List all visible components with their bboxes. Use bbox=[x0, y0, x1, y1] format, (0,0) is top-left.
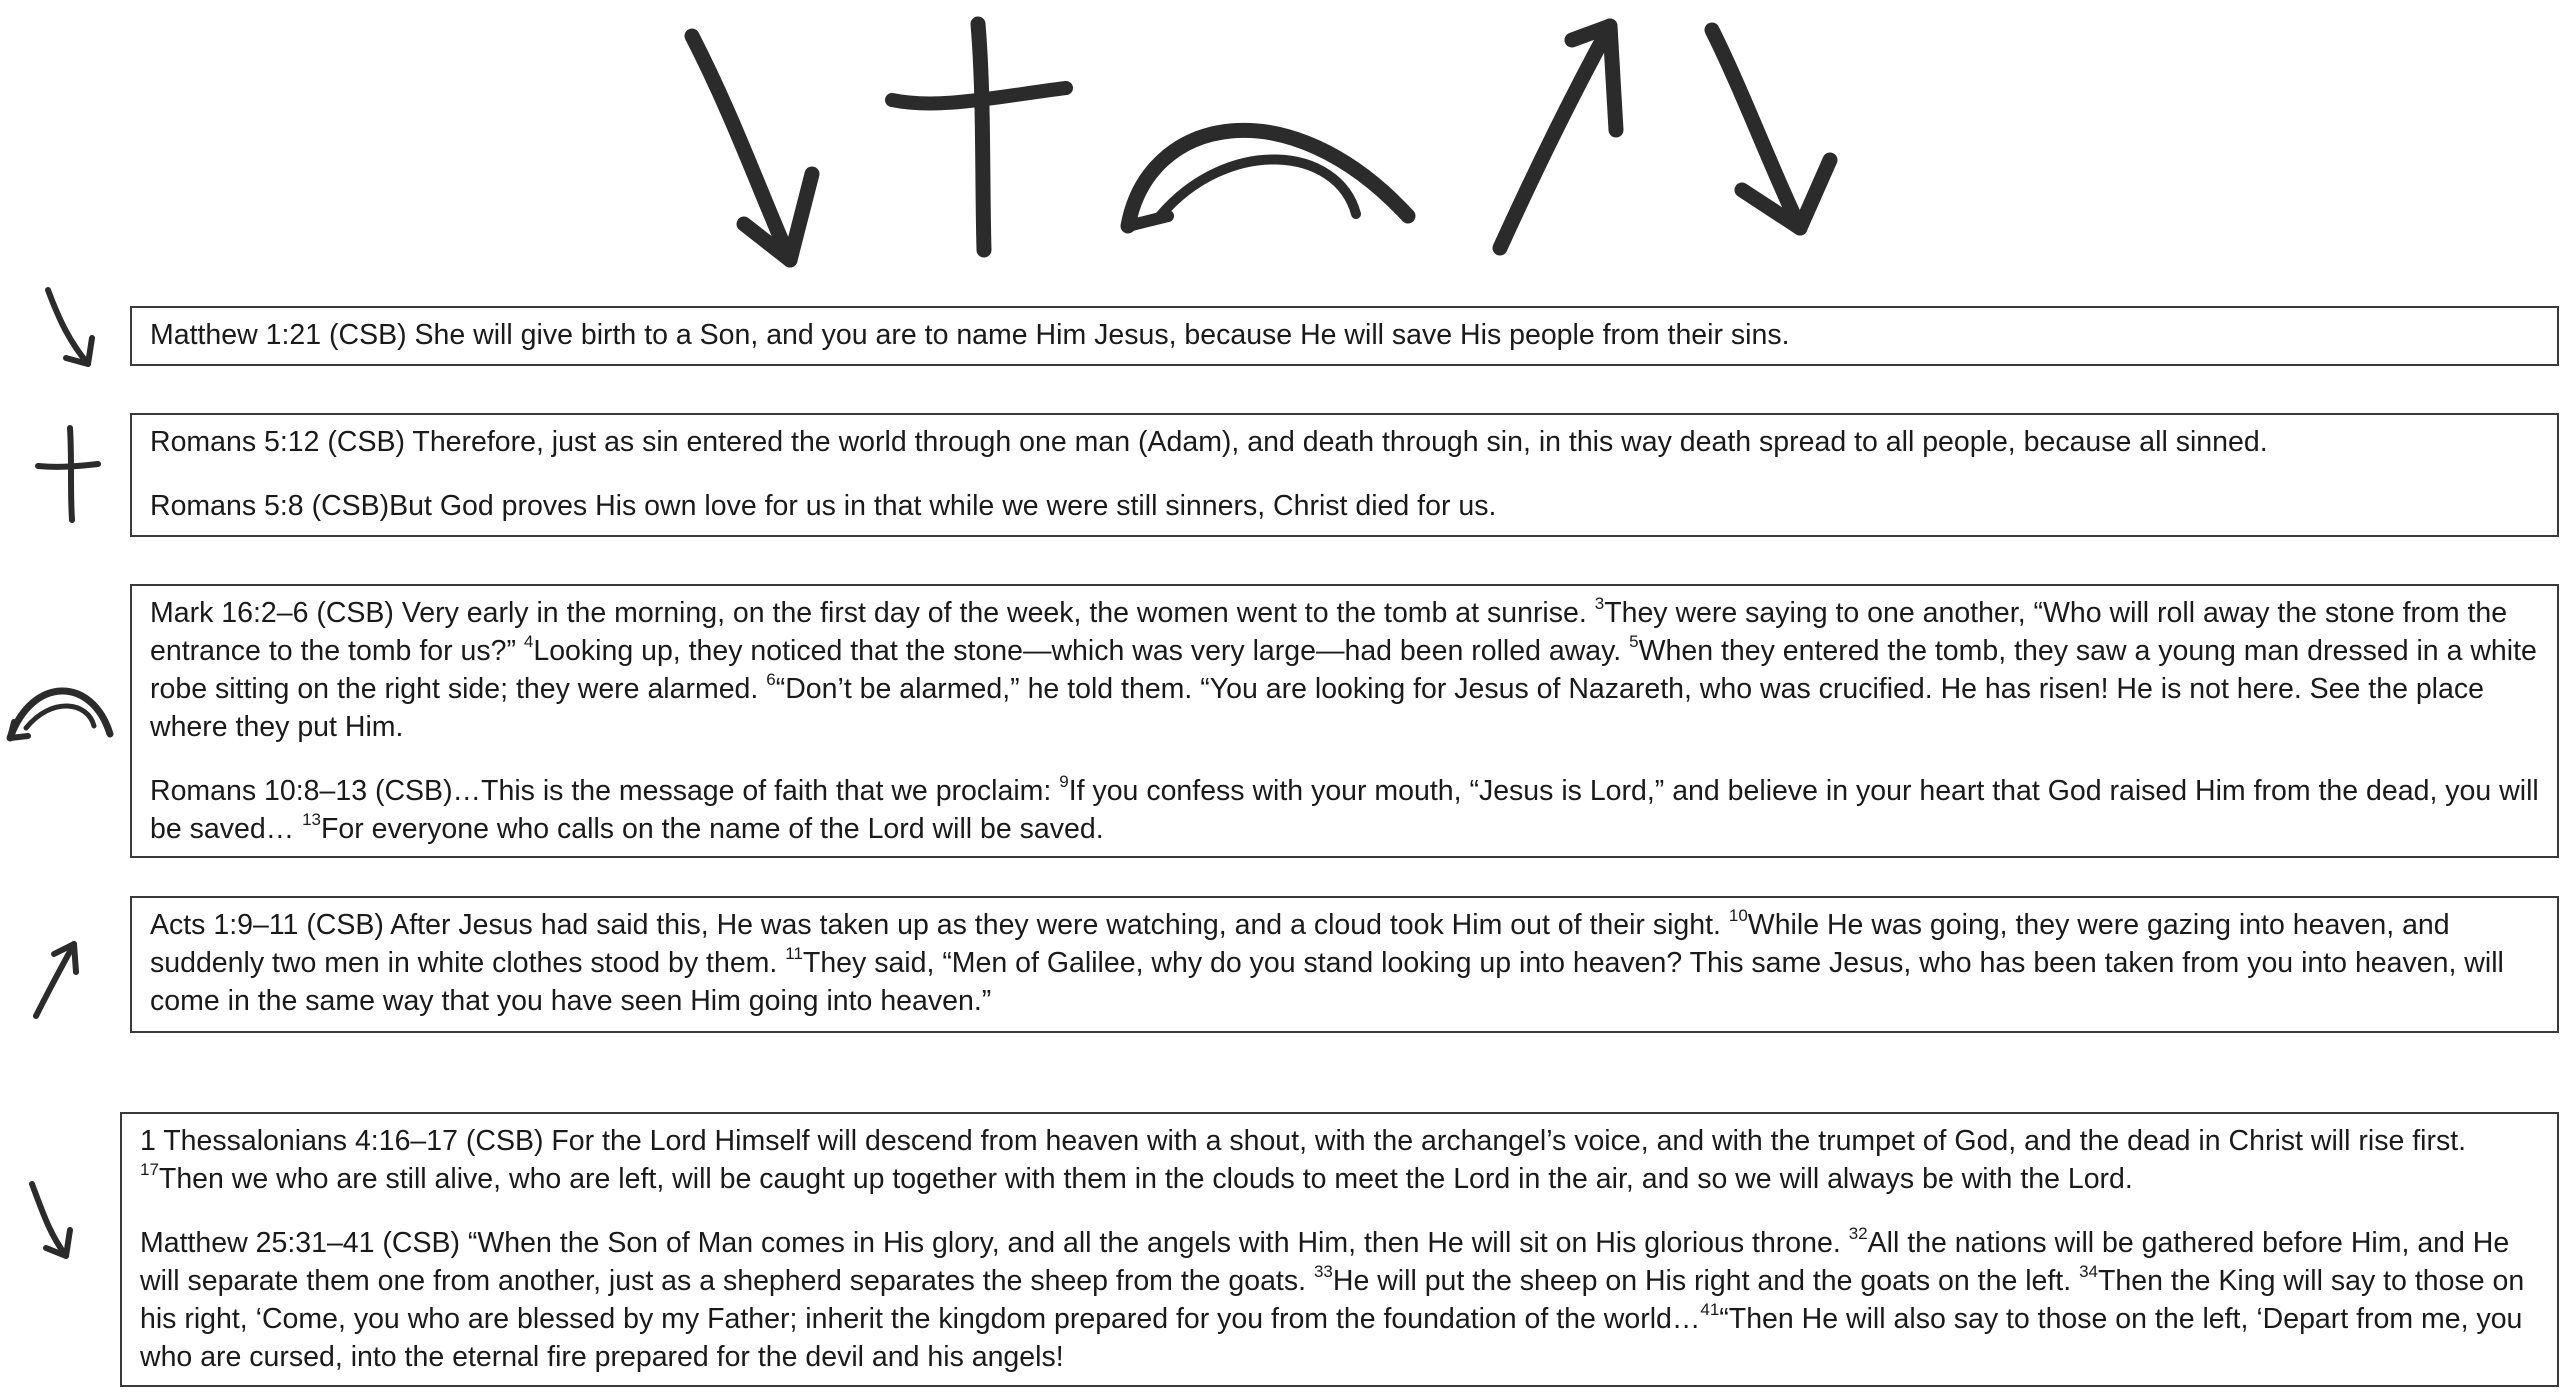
verse-number: 6 bbox=[766, 669, 776, 689]
verse-text: If you confess with your mouth, “Jesus is Lord,” and believe in your heart that God raised Him from the dead, you will be saved… bbox=[150, 775, 2539, 845]
verse-text: Then we who are still alive, who are left, will be caught up together with them in the clouds to meet the Lord in the air, and so we will always be with the Lord. bbox=[158, 1163, 2133, 1195]
verse-text: Matthew 25:31–41 (CSB) “When the Son of Man comes in His glory, and all the angels with Him, then He will sit on His glorious throne. bbox=[140, 1227, 1849, 1259]
passage bbox=[150, 423, 2541, 461]
verse-box-death bbox=[130, 413, 2559, 537]
verse-text: For everyone who calls on the name of the Lord will be saved. bbox=[321, 813, 1104, 845]
verse-number: 34 bbox=[2079, 1261, 2098, 1281]
verse-box-ascension bbox=[130, 896, 2559, 1033]
verse-text: Romans 5:8 (CSB)But God proves His own love for us in that while we were still sinners, Christ died for us. bbox=[150, 490, 1497, 522]
verse-text: They said, “Men of Galilee, why do you stand looking up into heaven? This same Jesus, who has been taken from you into heaven, will come in the same way that you have seen Him going into heaven.” bbox=[150, 947, 2504, 1017]
verse-text: Matthew 1:21 (CSB) She will give birth to a Son, and you are to name Him Jesus, because He will save His people from their sins. bbox=[150, 319, 1790, 351]
verse-number: 17 bbox=[140, 1159, 159, 1179]
verse-box-resurrection bbox=[130, 584, 2559, 858]
verse-text: “Then He will also say to those on the left, ‘Depart from me, you who are cursed, into the eternal fire prepared for the devil and his angels! bbox=[140, 1303, 2523, 1373]
passage bbox=[150, 316, 2541, 354]
header-arrow-down-icon bbox=[672, 24, 842, 274]
passage bbox=[140, 1122, 2541, 1198]
verse-text: When they entered the tomb, they saw a young man dressed in a white robe sitting on the right side; they were alarmed. bbox=[150, 635, 2537, 705]
verse-box-return bbox=[120, 1112, 2559, 1387]
verse-number: 11 bbox=[785, 943, 803, 963]
side-arch-icon bbox=[2, 666, 122, 746]
verse-text: Looking up, they noticed that the stone—which was very large—had been rolled away. bbox=[533, 635, 1630, 667]
verse-number: 4 bbox=[523, 631, 534, 651]
verse-number: 3 bbox=[1594, 593, 1605, 613]
verse-text: All the nations will be gathered before Him, and He will separate them one from another, just as a shepherd separates the sheep from the goats. bbox=[140, 1227, 2510, 1297]
verse-number: 41 bbox=[1700, 1299, 1720, 1319]
verse-number: 33 bbox=[1313, 1261, 1333, 1281]
passage bbox=[150, 772, 2541, 848]
side-cross-icon bbox=[30, 420, 110, 530]
verse-text: Then the King will say to those on his right, ‘Come, you who are blessed by my Father; inherit the kingdom prepared for you from the foundation of the world… bbox=[140, 1265, 2525, 1335]
side-arrow-down-icon-2 bbox=[22, 1176, 82, 1264]
header-cross-icon bbox=[880, 16, 1080, 266]
header-arrow-up-icon bbox=[1480, 10, 1650, 260]
passage bbox=[140, 1224, 2541, 1376]
verse-text: 1 Thessalonians 4:16–17 (CSB) For the Lord Himself will descend from heaven with a shout, with the archangel’s voice, and with the trumpet of God, and the dead in Christ will rise first. bbox=[140, 1125, 2467, 1157]
verse-number: 10 bbox=[1728, 905, 1748, 925]
verse-text: Romans 5:12 (CSB) Therefore, just as sin entered the world through one man (Adam), and death through sin, in this way death spread to all people, because all sinned. bbox=[150, 426, 2268, 458]
verse-text: Acts 1:9–11 (CSB) After Jesus had said this, He was taken up as they were watching, and a cloud took Him out of their sight. bbox=[150, 909, 1729, 941]
passage bbox=[150, 594, 2541, 746]
verse-number: 13 bbox=[302, 809, 322, 829]
verse-text: He will put the sheep on His right and the goats on the left. bbox=[1332, 1265, 2080, 1297]
verse-text: Mark 16:2–6 (CSB) Very early in the morning, on the first day of the week, the women went to the tomb at sunrise. bbox=[150, 597, 1595, 629]
header-arch-icon bbox=[1108, 66, 1428, 236]
verse-text: Romans 10:8–13 (CSB)…This is the message of faith that we proclaim: bbox=[150, 775, 1060, 807]
passage bbox=[150, 906, 2541, 1020]
verse-text: “Don’t be alarmed,” he told them. “You are looking for Jesus of Nazareth, who was crucified. He has risen! He is not here. See the place where they put Him. bbox=[150, 673, 2484, 743]
side-arrow-down-icon bbox=[36, 282, 106, 372]
verse-text: They were saying to one another, “Who will roll away the stone from the entrance to the tomb for us?” bbox=[150, 597, 2508, 667]
verse-box-birth bbox=[130, 306, 2559, 366]
side-arrow-up-icon bbox=[28, 932, 88, 1022]
passage bbox=[150, 487, 2541, 525]
verse-text: While He was going, they were gazing into heaven, and suddenly two men in white clothes stood by them. bbox=[150, 909, 2450, 979]
verse-number: 32 bbox=[1848, 1223, 1868, 1243]
header-arrow-down-icon-2 bbox=[1682, 20, 1852, 250]
verse-number: 9 bbox=[1059, 771, 1069, 791]
verse-number: 5 bbox=[1629, 631, 1639, 651]
